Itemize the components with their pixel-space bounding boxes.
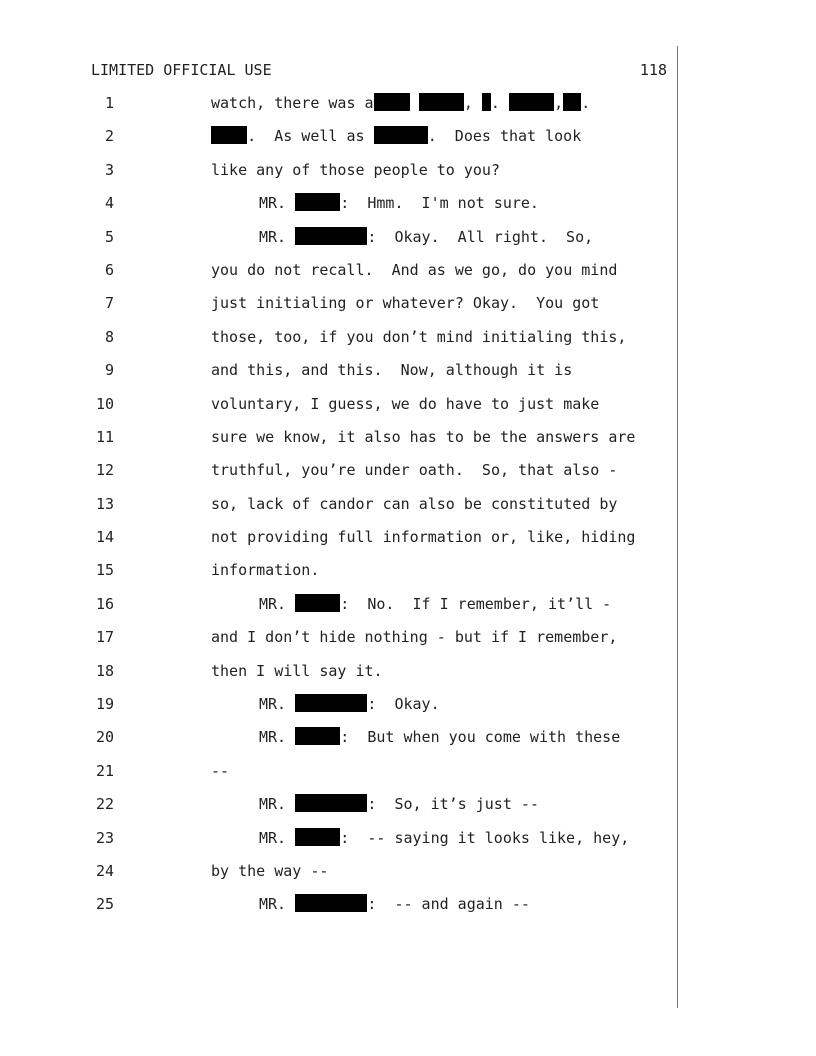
redaction-block bbox=[563, 93, 581, 111]
page-header bbox=[91, 61, 667, 81]
right-margin-rule bbox=[677, 46, 678, 1008]
transcript-line bbox=[0, 794, 676, 827]
transcript-line bbox=[0, 394, 676, 427]
text-segment: : Okay. All right. So, bbox=[367, 227, 594, 246]
line-text bbox=[259, 694, 440, 714]
redaction-block bbox=[295, 727, 340, 745]
classification-marking: LIMITED OFFICIAL USE bbox=[91, 61, 272, 79]
line-number: 19 bbox=[95, 695, 114, 714]
text-segment bbox=[410, 94, 419, 112]
page-number: 118 bbox=[639, 61, 667, 79]
transcript-line bbox=[0, 93, 676, 126]
transcript-line bbox=[0, 160, 676, 193]
line-text bbox=[211, 560, 319, 580]
text-segment: and I don’t hide nothing - but if I remember, bbox=[211, 628, 618, 647]
redaction-block bbox=[295, 193, 340, 211]
transcript-line bbox=[0, 861, 676, 894]
line-number: 22 bbox=[95, 795, 114, 814]
line-text bbox=[259, 727, 620, 747]
redaction-block bbox=[295, 828, 340, 846]
text-segment: . As well as bbox=[247, 127, 374, 146]
transcript-line bbox=[0, 327, 676, 360]
line-number: 16 bbox=[95, 594, 114, 613]
transcript-line bbox=[0, 594, 676, 627]
line-text bbox=[211, 661, 383, 681]
line-number: 9 bbox=[104, 361, 114, 380]
line-text bbox=[211, 394, 599, 414]
text-segment: MR. bbox=[259, 227, 296, 246]
redaction-block bbox=[482, 93, 491, 111]
text-segment: : But when you come with these bbox=[340, 728, 621, 747]
line-number: 15 bbox=[95, 561, 114, 580]
text-segment: then I will say it. bbox=[211, 661, 383, 680]
line-number: 7 bbox=[104, 294, 114, 313]
line-text bbox=[211, 293, 599, 313]
line-text bbox=[211, 93, 590, 113]
transcript-line bbox=[0, 727, 676, 760]
text-segment: watch, there was a bbox=[211, 94, 374, 112]
redaction-block bbox=[295, 694, 367, 712]
line-text bbox=[211, 460, 617, 480]
line-text bbox=[211, 160, 500, 180]
text-segment: : So, it’s just -- bbox=[367, 795, 539, 814]
line-text bbox=[211, 126, 581, 146]
line-number: 10 bbox=[95, 394, 114, 413]
text-segment: sure we know, it also has to be the answers are bbox=[211, 427, 636, 446]
transcript-line bbox=[0, 260, 676, 293]
transcript-line bbox=[0, 627, 676, 660]
line-text bbox=[211, 327, 626, 347]
transcript-body bbox=[0, 93, 676, 928]
line-number: 1 bbox=[104, 94, 114, 112]
text-segment: information. bbox=[211, 561, 320, 580]
line-number: 12 bbox=[95, 461, 114, 480]
line-number: 6 bbox=[104, 260, 114, 279]
line-number: 5 bbox=[104, 227, 114, 246]
text-segment: voluntary, I guess, we do have to just make bbox=[211, 394, 600, 413]
text-segment: not providing full information or, like, hiding bbox=[211, 528, 636, 547]
text-segment: . bbox=[490, 94, 509, 112]
line-text bbox=[211, 427, 635, 447]
transcript-line bbox=[0, 661, 676, 694]
line-number: 25 bbox=[95, 895, 114, 914]
line-number: 14 bbox=[95, 528, 114, 547]
text-segment: by the way -- bbox=[211, 861, 329, 880]
text-segment: and this, and this. Now, although it is bbox=[211, 361, 573, 380]
line-number: 17 bbox=[95, 628, 114, 647]
transcript-line bbox=[0, 527, 676, 560]
line-number: 13 bbox=[95, 494, 114, 513]
transcript-line bbox=[0, 761, 676, 794]
line-text bbox=[259, 894, 530, 914]
line-number: 18 bbox=[95, 661, 114, 680]
line-text bbox=[211, 360, 572, 380]
text-segment: truthful, you’re under oath. So, that also - bbox=[211, 461, 618, 480]
text-segment: , bbox=[463, 94, 482, 112]
transcript-line bbox=[0, 494, 676, 527]
line-number: 2 bbox=[104, 127, 114, 146]
text-segment: : -- saying it looks like, hey, bbox=[340, 828, 630, 847]
text-segment: MR. bbox=[259, 795, 296, 814]
text-segment: like any of those people to you? bbox=[211, 160, 500, 179]
text-segment: : Hmm. I'm not sure. bbox=[340, 194, 539, 213]
text-segment: . bbox=[581, 94, 591, 112]
line-number: 3 bbox=[104, 160, 114, 179]
line-text bbox=[259, 594, 611, 614]
text-segment: . Does that look bbox=[427, 127, 582, 146]
line-text bbox=[259, 193, 539, 213]
text-segment: : -- and again -- bbox=[367, 895, 530, 914]
text-segment: MR. bbox=[259, 194, 296, 213]
line-number: 4 bbox=[104, 194, 114, 213]
transcript-line bbox=[0, 560, 676, 593]
text-segment: : No. If I remember, it’ll - bbox=[340, 594, 612, 613]
redaction-block bbox=[211, 126, 247, 144]
line-text bbox=[211, 260, 617, 280]
redaction-block bbox=[295, 894, 367, 912]
text-segment: MR. bbox=[259, 895, 296, 914]
text-segment: so, lack of candor can also be constituted by bbox=[211, 494, 618, 513]
line-text bbox=[259, 794, 539, 814]
text-segment: , bbox=[554, 94, 564, 112]
line-text bbox=[211, 861, 328, 881]
redaction-block bbox=[295, 794, 367, 812]
line-number: 11 bbox=[95, 427, 114, 446]
text-segment: just initialing or whatever? Okay. You got bbox=[211, 294, 600, 313]
transcript-line bbox=[0, 193, 676, 226]
redaction-block bbox=[419, 93, 464, 111]
line-text bbox=[211, 527, 635, 547]
redaction-block bbox=[509, 93, 554, 111]
text-segment: MR. bbox=[259, 695, 296, 714]
line-text bbox=[211, 627, 617, 647]
redaction-block bbox=[295, 594, 340, 612]
text-segment: -- bbox=[211, 761, 230, 780]
text-segment: you do not recall. And as we go, do you mind bbox=[211, 260, 618, 279]
transcript-line bbox=[0, 360, 676, 393]
redaction-block bbox=[295, 227, 367, 245]
redaction-block bbox=[374, 126, 428, 144]
line-text bbox=[211, 494, 617, 514]
line-text bbox=[211, 761, 229, 781]
transcript-line bbox=[0, 694, 676, 727]
transcript-line bbox=[0, 460, 676, 493]
line-text bbox=[259, 227, 593, 247]
line-number: 8 bbox=[104, 327, 114, 346]
transcript-line bbox=[0, 828, 676, 861]
text-segment: MR. bbox=[259, 594, 296, 613]
transcript-line bbox=[0, 227, 676, 260]
transcript-line bbox=[0, 894, 676, 927]
text-segment: MR. bbox=[259, 728, 296, 747]
transcript-line bbox=[0, 427, 676, 460]
line-number: 20 bbox=[95, 728, 114, 747]
line-number: 21 bbox=[95, 761, 114, 780]
line-number: 23 bbox=[95, 828, 114, 847]
line-number: 24 bbox=[95, 861, 114, 880]
line-text bbox=[259, 828, 629, 848]
text-segment: those, too, if you don’t mind initialing this, bbox=[211, 327, 627, 346]
text-segment: MR. bbox=[259, 828, 296, 847]
transcript-line bbox=[0, 293, 676, 326]
transcript-line bbox=[0, 126, 676, 159]
redaction-block bbox=[374, 93, 410, 111]
text-segment: : Okay. bbox=[367, 695, 440, 714]
